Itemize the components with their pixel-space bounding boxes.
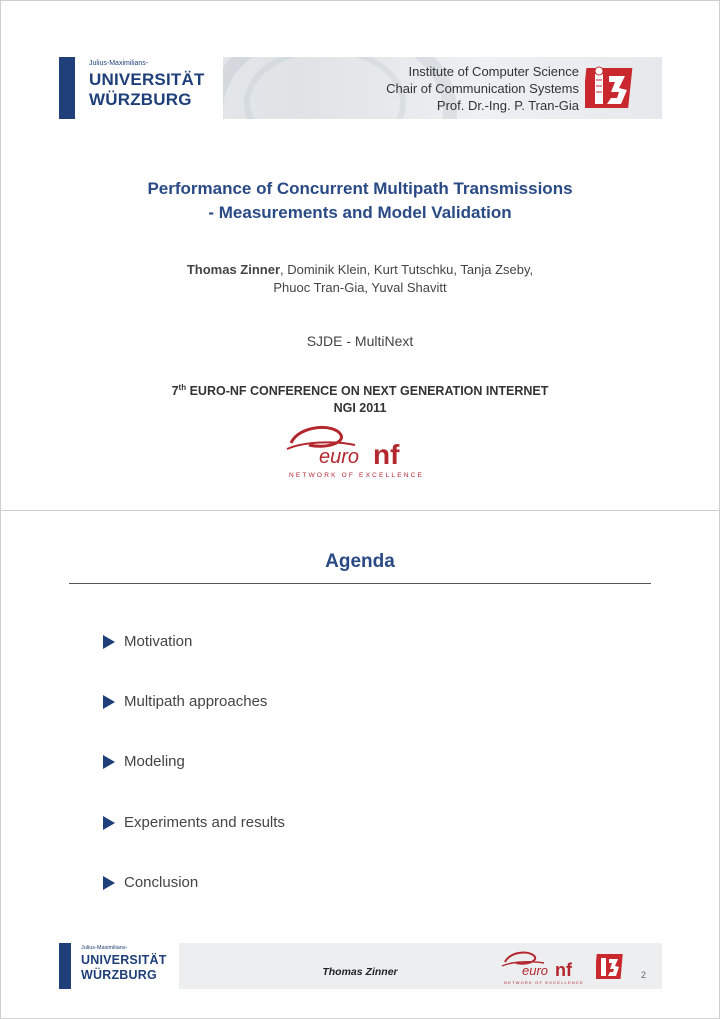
agenda-item-label: Motivation [124,633,193,650]
professor-line: Prof. Dr.-Ing. P. Tran-Gia [436,98,579,113]
svg-text:euro: euro [522,963,549,978]
agenda-item [103,633,192,650]
logo-line2: WÜRZBURG [81,968,157,982]
svg-text:euro: euro [319,446,360,468]
conference-line-2: NGI 2011 [333,401,387,415]
svg-text:NETWORK OF EXCELLENCE: NETWORK OF EXCELLENCE [289,472,425,479]
title-line-2: - Measurements and Model Validation [208,203,512,222]
title-divider [69,583,651,584]
agenda-item [103,874,198,891]
logo-small-text: Julius-Maximilians- [89,60,149,67]
bullet-triangle-icon [103,755,115,769]
conf-number: 7 [171,384,179,399]
conf-superscript: th [178,383,187,392]
svg-text:nf: nf [373,439,400,470]
footer-author: Thomas Zinner [322,966,398,978]
presenting-author: Thomas Zinner [186,262,281,277]
logo-line1: UNIVERSITÄT [81,953,167,967]
institute-info [386,63,579,114]
logo-line1: UNIVERSITÄT [89,70,205,89]
logo-line2: WÜRZBURG [89,90,192,109]
footer-i3-logo [596,951,624,981]
logo-small-text: Julius-Maximilians- [81,945,128,951]
agenda-item [103,814,285,831]
i3-logo [585,62,635,112]
co-authors: , Dominik Klein, Kurt Tutschku, Tanja Zseby, [280,262,534,277]
university-logo [59,57,223,119]
agenda-slide [0,510,720,1019]
bullet-triangle-icon [103,816,115,830]
conference-line-1 [1,383,719,398]
bullet-triangle-icon [103,635,115,649]
page-number: 2 [641,970,647,980]
institute-line: Institute of Computer Science [408,64,579,79]
authors-line-1 [1,262,719,277]
euronf-logo [285,419,435,481]
logo-bar [59,57,75,119]
agenda-item [103,753,185,770]
bullet-triangle-icon [103,695,115,709]
svg-text:nf: nf [555,960,572,980]
footer-euronf-logo [501,947,593,987]
seal-watermark-inner [244,57,406,119]
bullet-triangle-icon [103,876,115,890]
session-name: SJDE - MultiNext [306,333,414,349]
title-line-1: Performance of Concurrent Multipath Transmissions [147,179,573,198]
agenda-item-label: Multipath approaches [124,693,268,710]
conf-name: EURO-NF CONFERENCE ON NEXT GENERATION INTERNET [186,384,549,399]
agenda-item-label: Modeling [124,753,185,770]
svg-text:NETWORK OF EXCELLENCE: NETWORK OF EXCELLENCE [504,980,584,985]
agenda-item-label: Experiments and results [124,814,285,831]
agenda-item [103,693,267,710]
agenda-title: Agenda [325,551,395,572]
chair-line: Chair of Communication Systems [386,81,579,96]
authors-line-2: Phuoc Tran-Gia, Yuval Shavitt [273,280,447,295]
agenda-item-label: Conclusion [124,874,199,891]
